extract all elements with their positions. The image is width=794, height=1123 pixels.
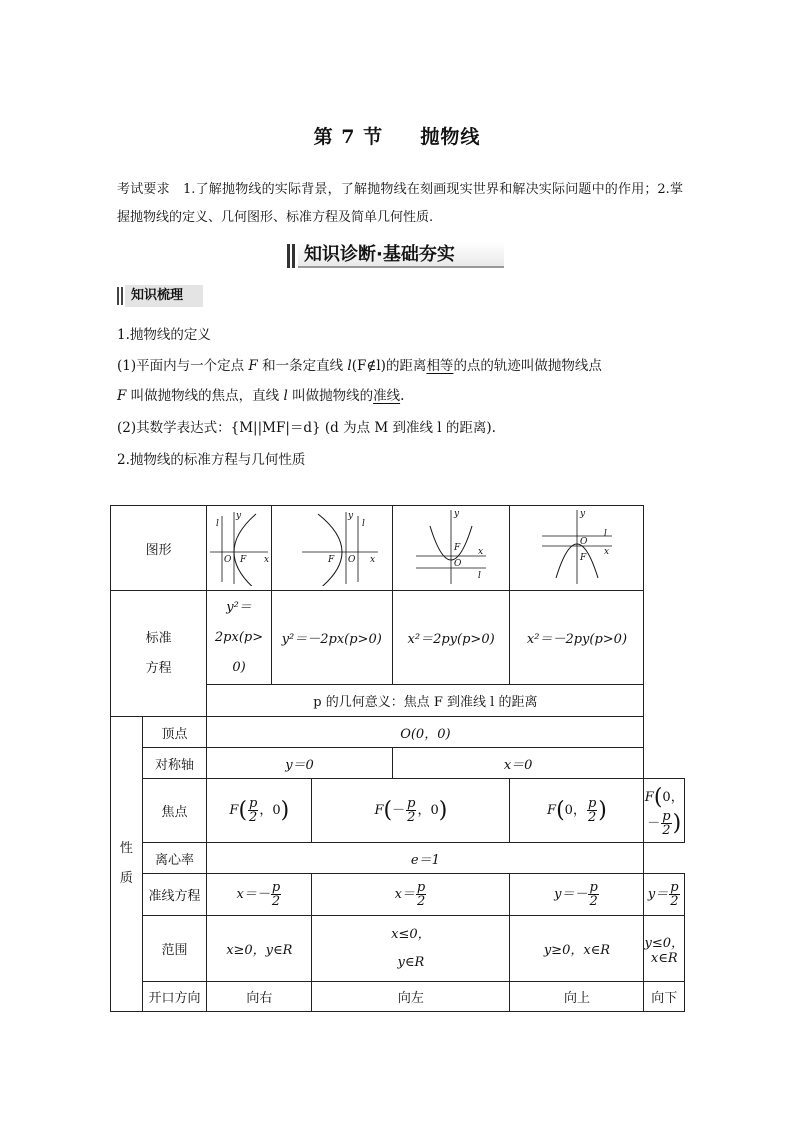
banner [287, 242, 505, 270]
definition-heading: 1.抛物线的定义 [117, 327, 211, 343]
subheading-title: 知识梳理 [125, 285, 203, 307]
equation-left: y²＝－2px(p>0) [271, 591, 392, 685]
properties-table [110, 505, 685, 1012]
directrix-underline: 准线 [373, 388, 401, 404]
axis-horizontal: y＝0 [207, 748, 393, 779]
banner-title: 知识诊断·基础夯实 [298, 242, 504, 268]
properties-label: 性 质 [111, 717, 143, 1012]
range-up: y≥0，x∈R [510, 916, 644, 982]
graph-label-l: l [603, 529, 607, 539]
opening-down: 向下 [644, 982, 685, 1012]
opening-left: 向左 [312, 982, 510, 1012]
table-row [111, 874, 685, 916]
standard-heading: 2.抛物线的标准方程与几何性质 [117, 452, 306, 468]
graph-label-l: l [361, 519, 365, 529]
axis-label: 对称轴 [142, 748, 206, 779]
table-row [111, 506, 685, 591]
directrix-down: y＝ $\frac{p}{2}$ [644, 874, 685, 916]
table-row [111, 591, 685, 685]
focus-down: F(0，－ $\frac{p}{2}$ ) [644, 779, 685, 843]
range-down: y≤0，x∈R [644, 916, 685, 982]
graph-label-F: F [240, 555, 247, 565]
eccentricity-value: e＝1 [207, 843, 644, 874]
graph-down [510, 506, 644, 591]
graph-label-l: l [478, 571, 481, 581]
graph-label-O: O [579, 537, 588, 547]
directrix-label: 准线方程 [142, 874, 206, 916]
table-row [111, 916, 685, 982]
graph-label-x: x [369, 555, 375, 565]
directrix-left: x＝ $\frac{p}{2}$ [312, 874, 510, 916]
graph-label-O: O [454, 559, 462, 569]
graph-label-x: x [603, 547, 610, 557]
focus-right: F( $\frac{p}{2}$ ，0) [207, 779, 312, 843]
definition-expression: (2)其数学表达式：{M||MF|＝d} (d 为点 M 到准线 l 的距离). [117, 420, 496, 436]
section-topic: 抛物线 [420, 126, 481, 148]
table-row [111, 779, 685, 843]
graph-label-F: F [327, 555, 334, 565]
directrix-up: y＝－ $\frac{p}{2}$ [510, 874, 644, 916]
graph-up [392, 506, 510, 591]
table-row [111, 717, 685, 748]
p-meaning: p 的几何意义：焦点 F 到准线 l 的距离 [207, 685, 644, 717]
vertex-value: O(0，0) [207, 717, 644, 748]
eccentricity-label: 离心率 [142, 843, 206, 874]
banner-bars [287, 244, 297, 268]
figure-label: 图形 [111, 506, 207, 591]
focus-left: F(－ $\frac{p}{2}$ ，0) [312, 779, 510, 843]
subheading-bars [117, 287, 125, 305]
graph-label-F: F [454, 543, 461, 553]
equal-underline: 相等 [426, 358, 454, 374]
focus-label: 焦点 [142, 779, 206, 843]
table-row [111, 843, 685, 874]
graph-label-O: O [224, 555, 232, 565]
graph-label-l: l [216, 519, 219, 529]
graph-label-x: x [478, 547, 484, 557]
opening-label: 开口方向 [142, 982, 206, 1012]
range-right: x≥0，y∈R [207, 916, 312, 982]
graph-label-y: y [454, 509, 460, 519]
exam-requirement: 考试要求 1.了解抛物线的实际背景，了解抛物线在刻画现实世界和解决实际问题中的作用；2.掌握抛物线的定义、几何图形、标准方程及简单几何性质. [117, 182, 683, 225]
equation-right: y²＝ 2px(p> 0) [207, 591, 271, 685]
table-row [111, 748, 685, 779]
focus-up: F(0， $\frac{p}{2}$ ) [510, 779, 644, 843]
table-row [111, 982, 685, 1012]
directrix-right: x＝－ $\frac{p}{2}$ [207, 874, 312, 916]
equation-up: x²＝2py(p>0) [392, 591, 510, 685]
subheading [117, 285, 203, 307]
graph-label-x: x [264, 555, 270, 565]
opening-right: 向右 [207, 982, 312, 1012]
range-label: 范围 [142, 916, 206, 982]
section-number: 第 7 节 [313, 126, 384, 148]
range-left: x≤0， y∈R [312, 916, 510, 982]
graph-label-y: y [347, 511, 353, 521]
graph-label-F: F [579, 553, 587, 563]
graph-left [271, 506, 392, 591]
graph-label-y: y [236, 511, 242, 521]
graph-right [207, 506, 271, 591]
axis-vertical: x＝0 [392, 748, 644, 779]
page-title [0, 122, 794, 149]
definition-line-2: F 叫做抛物线的焦点，直线 l 叫做抛物线的准线. [117, 388, 405, 404]
definition-line-1: (1)平面内与一个定点 F 和一条定直线 l(F∉l)的距离相等的点的轨迹叫做抛物线点 [117, 358, 602, 374]
standard-label: 标准 方程 [111, 591, 207, 717]
graph-label-O: O [347, 555, 356, 565]
equation-down: x²＝－2py(p>0) [510, 591, 644, 685]
opening-up: 向上 [510, 982, 644, 1012]
graph-label-y: y [579, 509, 586, 519]
vertex-label: 顶点 [142, 717, 206, 748]
